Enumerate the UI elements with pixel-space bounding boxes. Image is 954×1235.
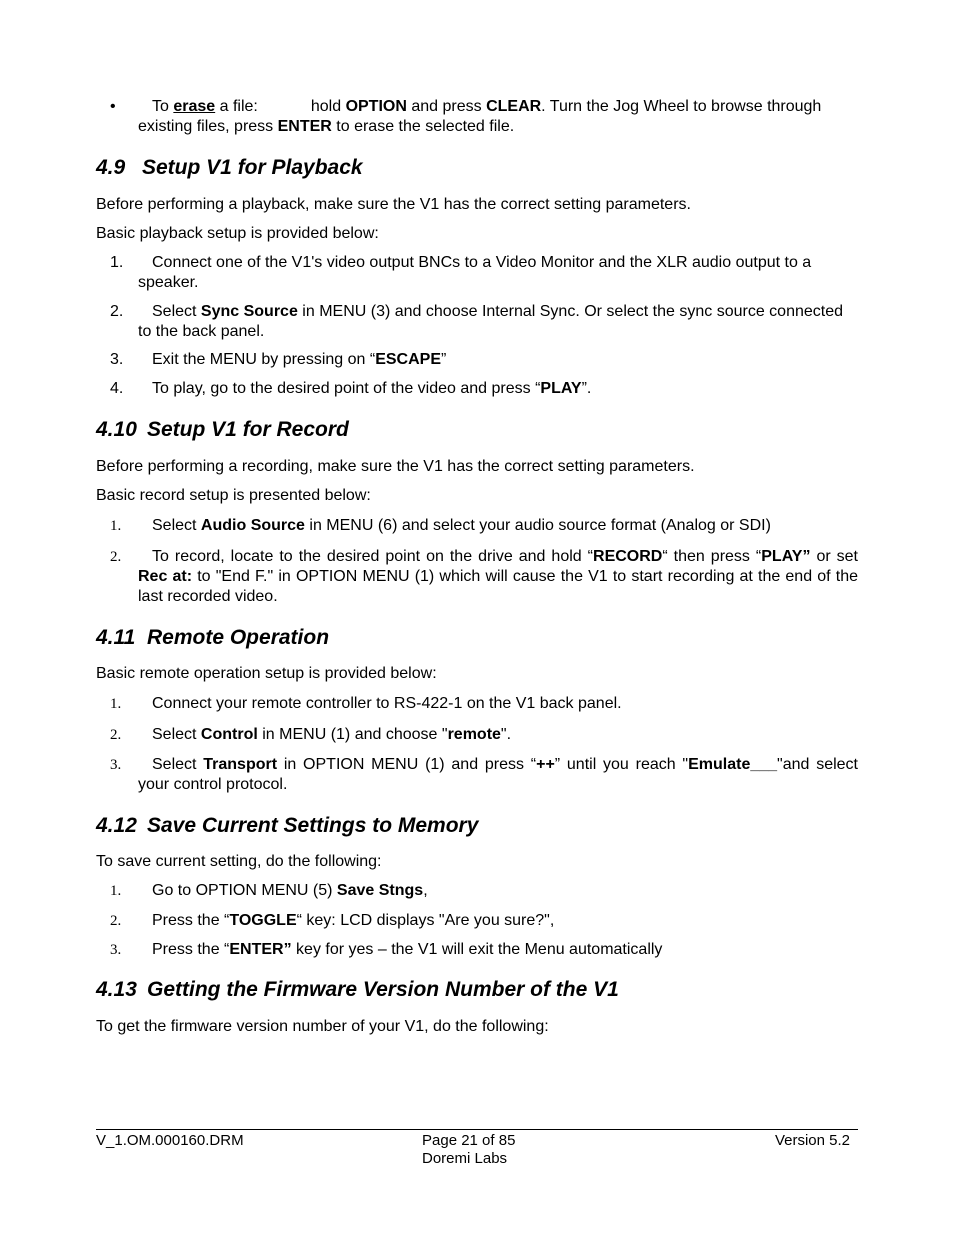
- list-number: 3.: [110, 942, 122, 958]
- section-heading-4-11: 4.11 Remote Operation: [96, 626, 330, 649]
- list-item: [110, 547, 858, 607]
- list-text: Select Transport in OPTION MENU (1) and press “++” until you reach "Emulate___"and select your control protocol.: [138, 756, 858, 793]
- list-text: Select Sync Source in MENU (3) and choose Internal Sync. Or select the sync source connected to the back panel.: [138, 303, 844, 340]
- list-item: [110, 911, 858, 931]
- list-number: 1.: [110, 883, 122, 899]
- list-text: Select Audio Source in MENU (6) and select your audio source format (Analog or SDI): [152, 517, 771, 534]
- paragraph: Before performing a recording, make sure the V1 has the correct setting parameters.: [96, 458, 695, 475]
- section-heading-4-9: 4.9 Setup V1 for Playback: [96, 156, 363, 179]
- list-text: To record, locate to the desired point on the drive and hold “RECORD“ then press “PLAY” or set Rec at: to "End F." in OPTION MENU (1) which will cause the V1 to start recording at the end of the last recorded video.: [138, 548, 859, 605]
- list-item: [110, 516, 858, 536]
- bullet-marker: •: [110, 98, 116, 115]
- list-number: 2.: [110, 913, 122, 929]
- list-number: 1.: [110, 254, 124, 271]
- paragraph: Basic playback setup is provided below:: [96, 225, 379, 242]
- list-item: [110, 253, 858, 293]
- footer-company: Doremi Labs: [422, 1150, 508, 1167]
- list-text: Connect one of the V1's video output BNCs to a Video Monitor and the XLR audio output to a speaker.: [138, 254, 812, 291]
- paragraph: To get the firmware version number of your V1, do the following:: [96, 1018, 549, 1035]
- list-item: [110, 755, 858, 795]
- list-number: 1.: [110, 518, 122, 534]
- erase-bullet-item: [110, 97, 858, 137]
- list-item: [110, 302, 858, 342]
- footer-rule: [96, 1129, 858, 1130]
- footer-doc-id: V_1.OM.000160.DRM: [96, 1132, 244, 1149]
- list-item: [110, 940, 858, 960]
- section-heading-4-13: 4.13 Getting the Firmware Version Number of the V1: [96, 978, 619, 1001]
- list-text: Exit the MENU by pressing on “ESCAPE”: [152, 351, 447, 368]
- footer-center: [422, 1132, 515, 1168]
- list-item: [110, 350, 858, 370]
- paragraph: Before performing a playback, make sure the V1 has the correct setting parameters.: [96, 196, 691, 213]
- list-item: [110, 694, 858, 714]
- list-number: 2.: [110, 727, 122, 743]
- paragraph: Basic remote operation setup is provided below:: [96, 665, 437, 682]
- list-number: 1.: [110, 696, 122, 712]
- list-text: Connect your remote controller to RS-422-1 on the V1 back panel.: [152, 695, 622, 712]
- list-number: 3.: [110, 351, 124, 368]
- list-item: [110, 725, 858, 745]
- paragraph: Basic record setup is presented below:: [96, 487, 371, 504]
- list-text: To play, go to the desired point of the video and press “PLAY”.: [152, 380, 592, 397]
- list-text: Press the “ENTER” key for yes – the V1 will exit the Menu automatically: [152, 941, 663, 958]
- list-text: Go to OPTION MENU (5) Save Stngs,: [152, 882, 428, 899]
- paragraph: To save current setting, do the following:: [96, 853, 382, 870]
- list-number: 2.: [110, 549, 122, 565]
- list-number: 2.: [110, 303, 124, 320]
- erase-bullet-text: To erase a file: hold OPTION and press CLEAR. Turn the Jog Wheel to browse through existing files, press ENTER to erase the selected file.: [138, 98, 822, 135]
- footer-version: Version 5.2: [774, 1132, 850, 1149]
- list-number: 3.: [110, 757, 122, 773]
- section-heading-4-12: 4.12 Save Current Settings to Memory: [96, 814, 479, 837]
- list-item: [110, 379, 858, 399]
- footer-page-number: Page 21 of 85: [422, 1132, 516, 1149]
- list-item: [110, 881, 858, 901]
- list-number: 4.: [110, 380, 124, 397]
- list-text: Select Control in MENU (1) and choose "remote".: [152, 726, 512, 743]
- list-text: Press the “TOGGLE“ key: LCD displays "Are you sure?",: [152, 912, 555, 929]
- section-heading-4-10: 4.10 Setup V1 for Record: [96, 418, 349, 441]
